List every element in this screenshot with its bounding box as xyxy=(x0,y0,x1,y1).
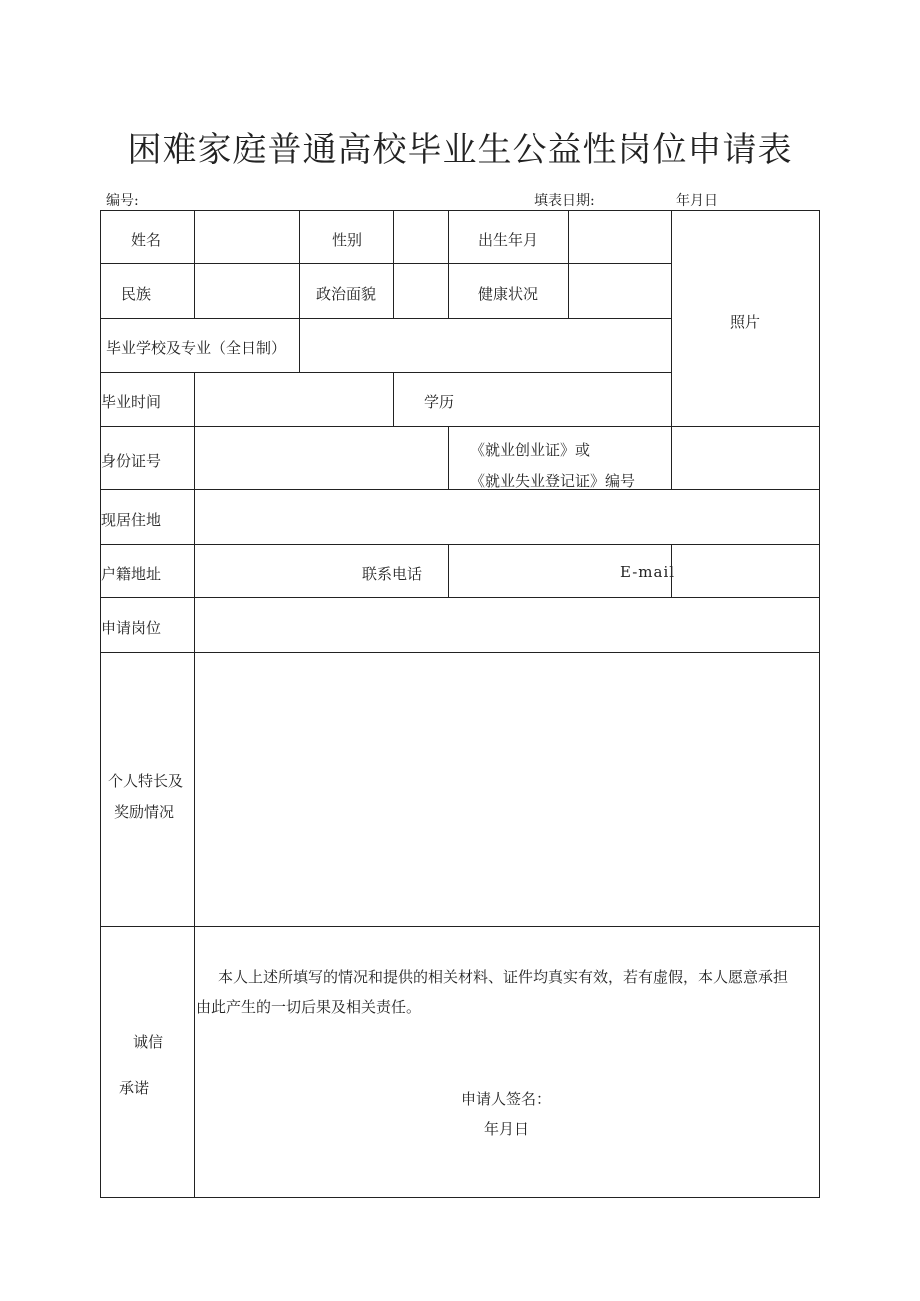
honesty-label-line2: 承诺 xyxy=(119,1079,150,1097)
id-label: 身份证号 xyxy=(101,452,162,470)
specialty-label-line2: 奖励情况 xyxy=(114,803,175,821)
page-title: 困难家庭普通高校毕业生公益性岗位申请表 xyxy=(127,130,793,170)
photo-label: 照片 xyxy=(730,313,761,331)
position-label: 申请岗位 xyxy=(101,619,162,637)
pledge-text-line2: 由此产生的一切后果及相关责任。 xyxy=(196,998,422,1016)
political-label: 政治面貌 xyxy=(316,285,377,303)
cert-label-line1: 《就业创业证》或 xyxy=(470,441,591,459)
ethnicity-label: 民族 xyxy=(121,285,152,303)
ethnicity-input[interactable] xyxy=(196,265,298,317)
signature-date-label: 年月日 xyxy=(484,1120,530,1138)
health-label: 健康状况 xyxy=(478,285,539,303)
birth-label: 出生年月 xyxy=(478,231,539,249)
birth-input[interactable] xyxy=(570,212,670,262)
hukou-input[interactable] xyxy=(196,546,346,596)
fill-date-label: 填表日期: xyxy=(534,193,595,209)
gender-input[interactable] xyxy=(395,212,447,262)
name-label: 姓名 xyxy=(131,231,162,249)
specialty-label-line1: 个人特长及 xyxy=(108,772,184,790)
pledge-text-line1: 本人上述所填写的情况和提供的相关材料、证件均真实有效，若有虚假，本人愿意承担 xyxy=(218,968,789,986)
education-label: 学历 xyxy=(424,393,455,411)
address-label: 现居住地 xyxy=(101,511,162,529)
name-input[interactable] xyxy=(196,212,298,262)
cert-number-input[interactable] xyxy=(673,428,818,488)
signature-label: 申请人签名： xyxy=(461,1090,552,1108)
grad-time-input[interactable] xyxy=(196,374,392,425)
phone-input[interactable] xyxy=(450,546,610,596)
position-input[interactable] xyxy=(196,599,818,651)
cert-label-line2: 《就业失业登记证》编号 xyxy=(470,472,636,490)
hukou-label: 户籍地址 xyxy=(101,565,162,583)
fill-date-value: 年月日 xyxy=(676,193,718,209)
phone-label: 联系电话 xyxy=(362,565,423,583)
email-input[interactable] xyxy=(673,546,818,596)
address-input[interactable] xyxy=(196,491,818,543)
health-input[interactable] xyxy=(570,265,670,317)
school-label: 毕业学校及专业（全日制） xyxy=(106,339,287,357)
email-label: E-mail xyxy=(620,563,676,581)
grad-time-label: 毕业时间 xyxy=(101,393,162,411)
id-input[interactable] xyxy=(196,428,447,488)
form-number-label: 编号: xyxy=(106,193,139,209)
photo-box[interactable] xyxy=(673,212,818,425)
political-input[interactable] xyxy=(395,265,447,317)
education-input[interactable] xyxy=(460,374,670,425)
specialty-input[interactable] xyxy=(196,654,818,925)
honesty-label-line1: 诚信 xyxy=(133,1033,164,1051)
school-input[interactable] xyxy=(301,320,670,371)
gender-label: 性别 xyxy=(332,231,363,249)
